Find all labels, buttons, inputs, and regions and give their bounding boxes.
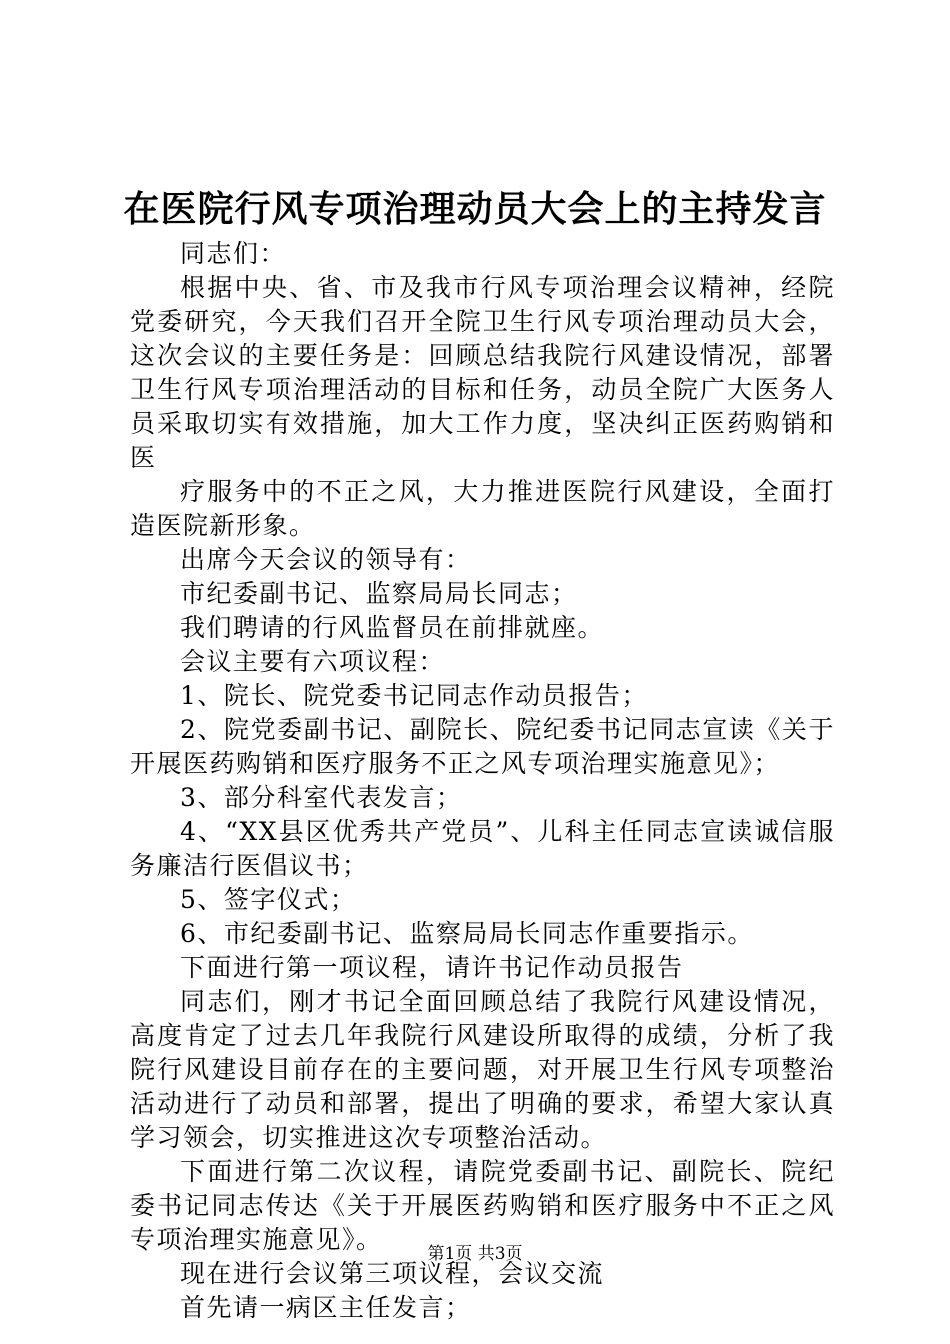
document-title: 在医院行风专项治理动员大会上的主持发言 bbox=[123, 188, 827, 230]
agenda-item-3: 3、部分科室代表发言； bbox=[180, 783, 463, 812]
page-number: 第1页 共3页 bbox=[427, 1244, 523, 1264]
paragraph-second-item: 下面进行第二次议程，请院党委副书记、副院长、院纪委书记同志传达《关于开展医药购销和医疗服务中不正之风专项治理实施意见》。 bbox=[130, 1157, 835, 1254]
agenda-item-2: 2、院党委副书记、副院长、院纪委书记同志宣读《关于开展医药购销和医疗服务不正之风专项治理实施意见》； bbox=[130, 715, 835, 778]
paragraph-intro: 根据中央、省、市及我市行风专项治理会议精神，经院党委研究，今天我们召开全院卫生行风专项治理动员大会，这次会议的主要任务是：回顾总结我院行风建设情况，部署卫生行风专项治理活动的目标和任务，动员全院广大医务人员采取切实有效措施，加大工作力度，坚决纠正医药购销和医 bbox=[130, 273, 835, 472]
paragraph-leaders-heading: 出席今天会议的领导有： bbox=[180, 545, 472, 574]
paragraph-agenda-heading: 会议主要有六项议程： bbox=[180, 647, 446, 676]
paragraph-third-item: 现在进行会议第三项议程，会议交流 bbox=[180, 1259, 605, 1288]
paragraph-first-item: 下面进行第一项议程，请许书记作动员报告 bbox=[180, 953, 684, 982]
paragraph-summary: 同志们，刚才书记全面回顾总结了我院行风建设情况，高度肯定了过去几年我院行风建设所取得的成绩，分析了我院行风建设目前存在的主要问题，对开展卫生行风专项整治活动进行了动员和部署，提出了明确的要求，希望大家认真学习领会，切实推进这次专项整治活动。 bbox=[130, 987, 835, 1152]
paragraph-greeting: 同志们： bbox=[180, 239, 287, 268]
agenda-item-4: 4、“XX县区优秀共产党员”、儿科主任同志宣读诚信服务廉洁行医倡议书； bbox=[130, 817, 835, 880]
paragraph-first-speaker: 首先请一病区主任发言； bbox=[180, 1293, 472, 1322]
agenda-item-5: 5、签字仪式； bbox=[180, 885, 357, 914]
paragraph-leader-2: 我们聘请的行风监督员在前排就座。 bbox=[180, 613, 605, 642]
agenda-item-6: 6、市纪委副书记、监察局局长同志作重要指示。 bbox=[180, 919, 754, 948]
paragraph-leader-1: 市纪委副书记、监察局局长同志； bbox=[180, 579, 578, 608]
agenda-item-1: 1、院长、院党委书记同志作动员报告； bbox=[180, 681, 648, 710]
paragraph-intro-continued: 疗服务中的不正之风，大力推进医院行风建设，全面打造医院新形象。 bbox=[130, 477, 835, 540]
document-body bbox=[130, 237, 835, 1325]
